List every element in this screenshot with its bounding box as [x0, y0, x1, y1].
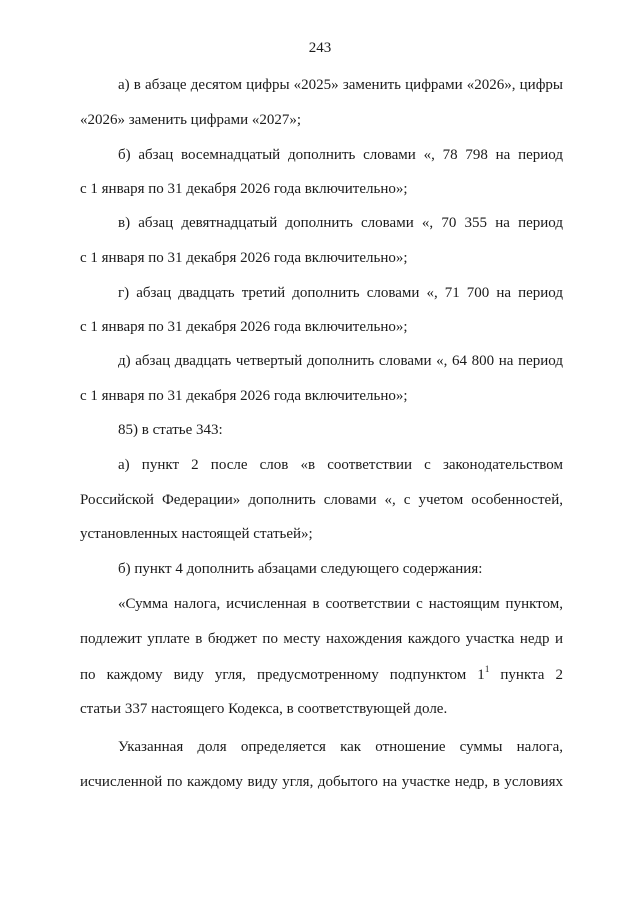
text-fragment: по каждому виду угля, предусмотренному подпунктом 1	[80, 667, 485, 683]
text-line: «2026» заменить цифрами «2027»;	[80, 112, 302, 128]
text-line: с 1 января по 31 декабря 2026 года включительно»;	[80, 250, 408, 266]
text-line: а) пункт 2 после слов «в соответствии с законодательством	[118, 457, 563, 473]
superscript: 1	[484, 664, 490, 674]
text-line: «Сумма налога, исчисленная в соответствии с настоящим пунктом,	[118, 596, 563, 612]
text-line: с 1 января по 31 декабря 2026 года включительно»;	[80, 181, 408, 197]
text-line: г) абзац двадцать третий дополнить словами «, 71 700 на период	[118, 285, 563, 301]
text-line: исчисленной по каждому виду угля, добытого на участке недр, в условиях	[80, 774, 563, 790]
text-line: с 1 января по 31 декабря 2026 года включительно»;	[80, 319, 408, 335]
text-line: а) в абзаце десятом цифры «2025» заменить цифрами «2026», цифры	[118, 77, 563, 93]
text-line: подлежит уплате в бюджет по месту нахождения каждого участка недр и	[80, 631, 563, 647]
page-number: 243	[308, 40, 332, 56]
text-line: установленных настоящей статьей»;	[80, 526, 313, 542]
text-line: с 1 января по 31 декабря 2026 года включительно»;	[80, 388, 408, 404]
text-line: б) пункт 4 дополнить абзацами следующего содержания:	[118, 561, 483, 577]
text-line	[80, 666, 563, 684]
text-line: б) абзац восемнадцатый дополнить словами «, 78 798 на период	[118, 147, 563, 163]
text-line: Указанная доля определяется как отношение суммы налога,	[118, 739, 563, 755]
text-fragment: пункта 2	[489, 667, 563, 683]
text-line: статьи 337 настоящего Кодекса, в соответствующей доле.	[80, 701, 448, 717]
text-line: д) абзац двадцать четвертый дополнить словами «, 64 800 на период	[118, 353, 563, 369]
text-line: 85) в статье 343:	[118, 422, 223, 438]
text-line: в) абзац девятнадцатый дополнить словами «, 70 355 на период	[118, 215, 563, 231]
text-line: Российской Федерации» дополнить словами «, с учетом особенностей,	[80, 492, 563, 508]
